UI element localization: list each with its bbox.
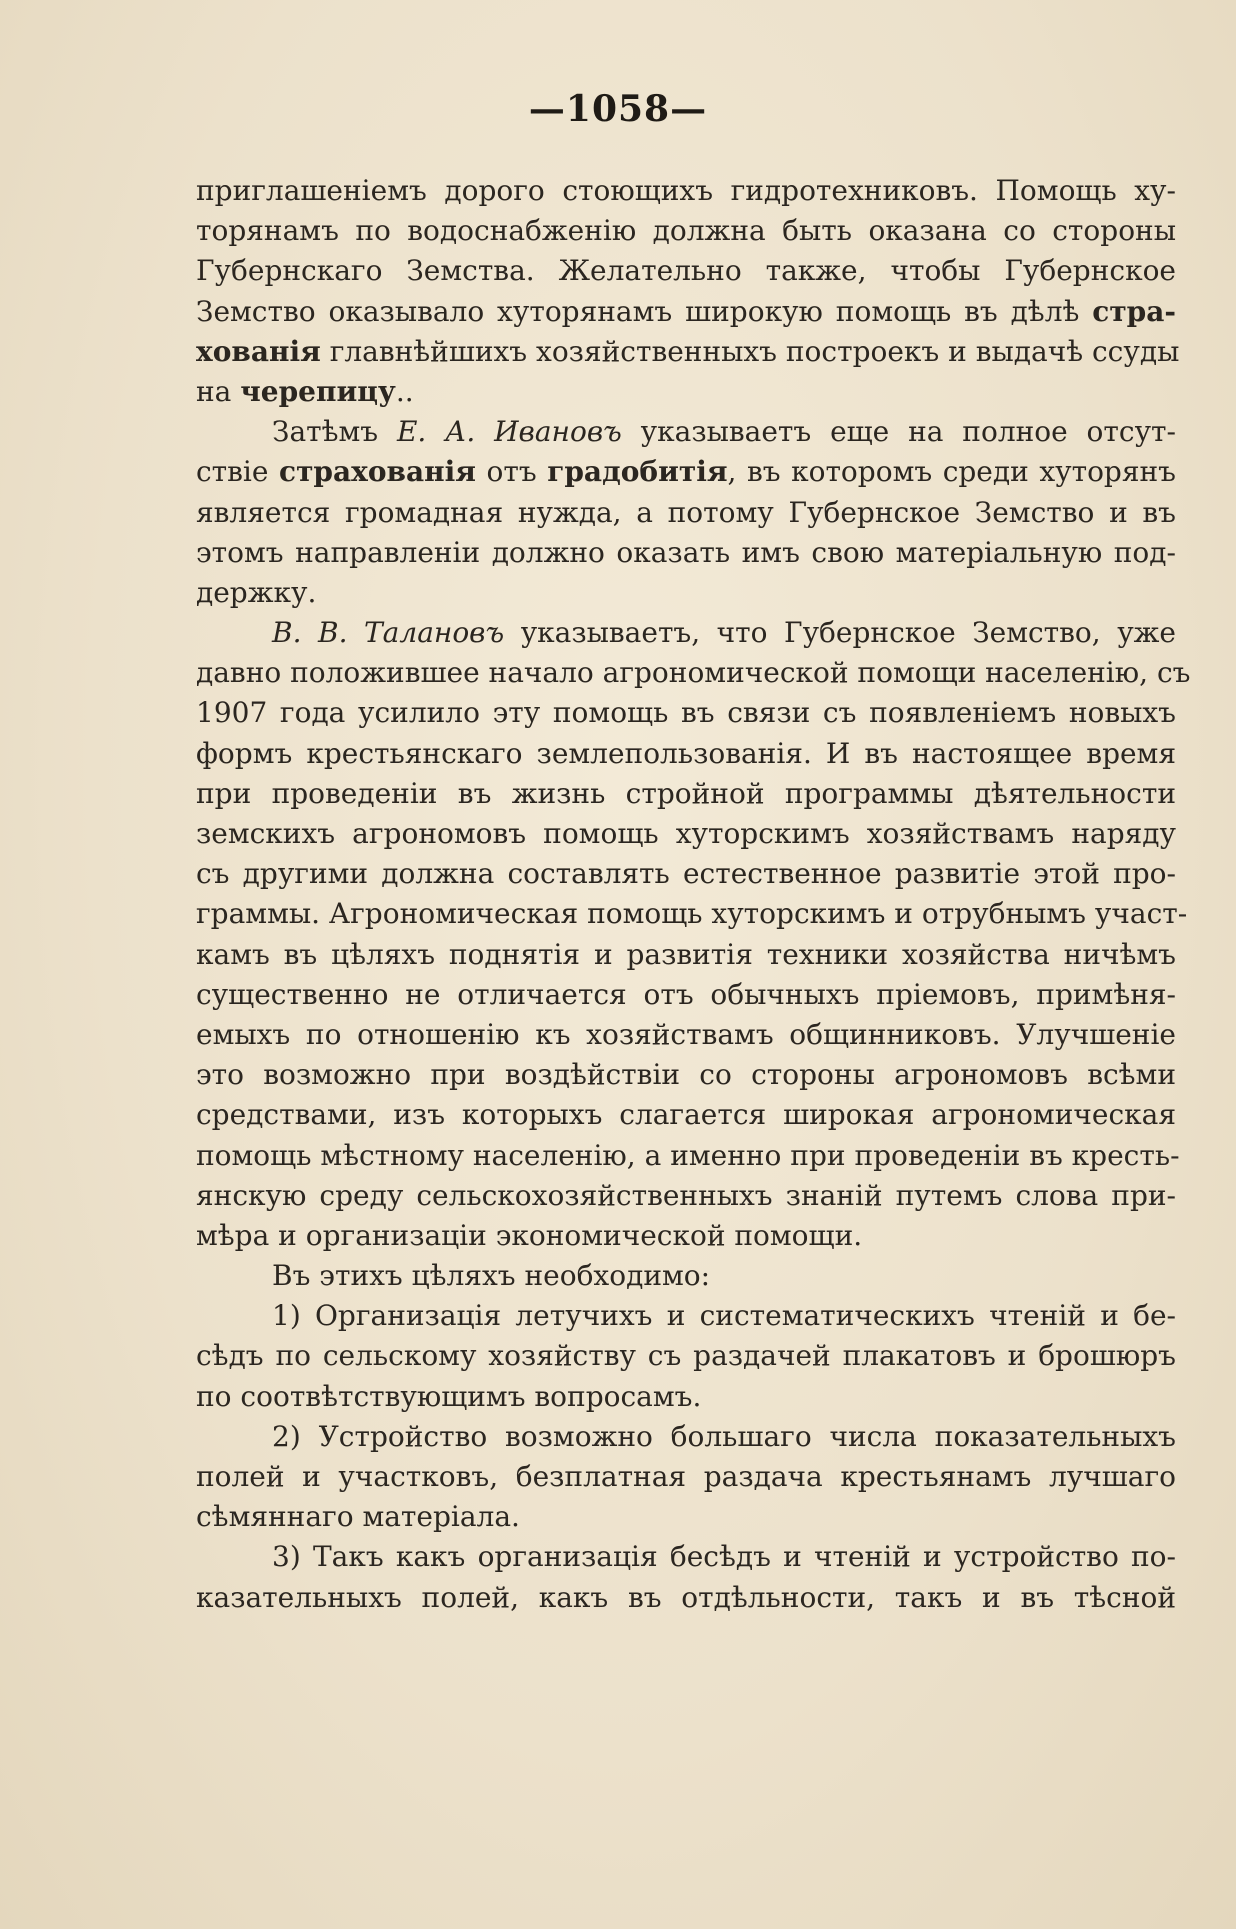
text-line: торянамъ по водоснабженію должна быть оказана со стороны — [196, 214, 1176, 248]
text-line: емыхъ по отношенію къ хозяйствамъ общинниковъ. Улучшеніе — [196, 1017, 1176, 1051]
page-number: —1058— — [528, 88, 708, 130]
text-line — [196, 452, 1176, 492]
text-line: этомъ направленіи должно оказать имъ свою матеріальную под- — [196, 535, 1176, 569]
text-line: это возможно при воздѣйствіи со стороны агрономовъ всѣми — [196, 1058, 1176, 1092]
text-line: давно положившее начало агрономической помощи населенію, съ — [196, 656, 1191, 690]
text-line: мѣра и организаціи экономической помощи. — [196, 1218, 863, 1252]
text-span: Земство оказывало хуторянамъ широкую помощь въ дѣлѣ — [196, 294, 1080, 328]
text-span: указываетъ, что Губернское Земство, уже — [520, 616, 1177, 650]
text-line: помощь мѣстному населенію, а именно при проведеніи въ кресть- — [196, 1138, 1180, 1172]
text-line: 1907 года усилило эту помощь въ связи съ появленіемъ новыхъ — [196, 696, 1176, 730]
text-line: полей и участковъ, безплатная раздача крестьянамъ лучшаго — [196, 1460, 1176, 1493]
text-line: держку. — [196, 575, 317, 609]
text-line — [196, 613, 1176, 653]
text-line: существенно не отличается отъ обычныхъ пріемовъ, примѣня- — [196, 977, 1176, 1011]
text-line: казательныхъ полей, какъ въ отдѣльности, такъ и въ тѣсной — [196, 1580, 1176, 1614]
body-text — [196, 171, 1191, 1618]
text-line: янскую среду сельскохозяйственныхъ знаній путемъ слова при- — [196, 1178, 1176, 1212]
text-span: , въ которомъ среди хуторянъ — [727, 455, 1177, 489]
text-line: съ другими должна составлять естественное развитіе этой про- — [196, 857, 1176, 891]
text-line: камъ въ цѣляхъ поднятія и развитія техники хозяйства ничѣмъ — [196, 937, 1176, 971]
text-line: 2) Устройство возможно большаго числа показательныхъ — [272, 1419, 1176, 1453]
text-line: Въ этихъ цѣляхъ необходимо: — [272, 1259, 711, 1293]
person-name: Е. А. Ивановъ — [396, 415, 622, 449]
text-line: Губернскаго Земства. Желательно также, чтобы Губернское — [196, 254, 1176, 288]
bold-term: черепицу — [240, 374, 396, 408]
text-line: является громадная нужда, а потому Губернское Земство и въ — [196, 495, 1176, 529]
text-span: главнѣйшихъ хозяйственныхъ построекъ и выдачѣ ссуды — [329, 334, 1180, 368]
text-line: средствами, изъ которыхъ слагается широкая агрономическая — [196, 1098, 1176, 1132]
text-span: отъ — [486, 455, 537, 489]
text-span: указываетъ еще на полное отсут- — [640, 415, 1176, 449]
text-line: сѣдъ по сельскому хозяйству съ раздачей плакатовъ и брошюръ — [196, 1339, 1176, 1373]
text-line: по соотвѣтствующимъ вопросамъ. — [196, 1379, 702, 1413]
text-line: при проведеніи въ жизнь стройной программы дѣятельности — [196, 776, 1176, 810]
text-line: формъ крестьянскаго землепользованія. И въ настоящее время — [196, 736, 1176, 770]
text-span: на — [196, 374, 232, 408]
text-line: граммы. Агрономическая помощь хуторскимъ и отрубнымъ участ- — [196, 897, 1188, 931]
bold-term: стра- — [1092, 294, 1177, 328]
text-line — [196, 412, 1176, 452]
text-line — [196, 332, 1180, 372]
text-line — [196, 292, 1176, 332]
text-line: 3) Такъ какъ организація бесѣдъ и чтеній и устройство по- — [272, 1540, 1176, 1574]
text-span: .. — [395, 374, 414, 408]
text-line: земскихъ агрономовъ помощь хуторскимъ хозяйствамъ наряду — [196, 817, 1176, 850]
text-line: сѣмяннаго матеріала. — [196, 1500, 520, 1534]
bold-term: хованія — [196, 334, 321, 368]
bold-term: страхованія — [279, 455, 476, 489]
text-span: ствіе — [196, 455, 269, 489]
text-span: Затѣмъ — [272, 415, 379, 449]
text-line: 1) Организація летучихъ и систематическихъ чтеній и бе- — [272, 1299, 1176, 1333]
text-line — [196, 372, 1176, 412]
text-line: приглашеніемъ дорого стоющихъ гидротехниковъ. Помощь ху- — [196, 174, 1176, 207]
bold-term: градобитія — [547, 455, 728, 489]
person-name: В. В. Талановъ — [272, 616, 505, 650]
